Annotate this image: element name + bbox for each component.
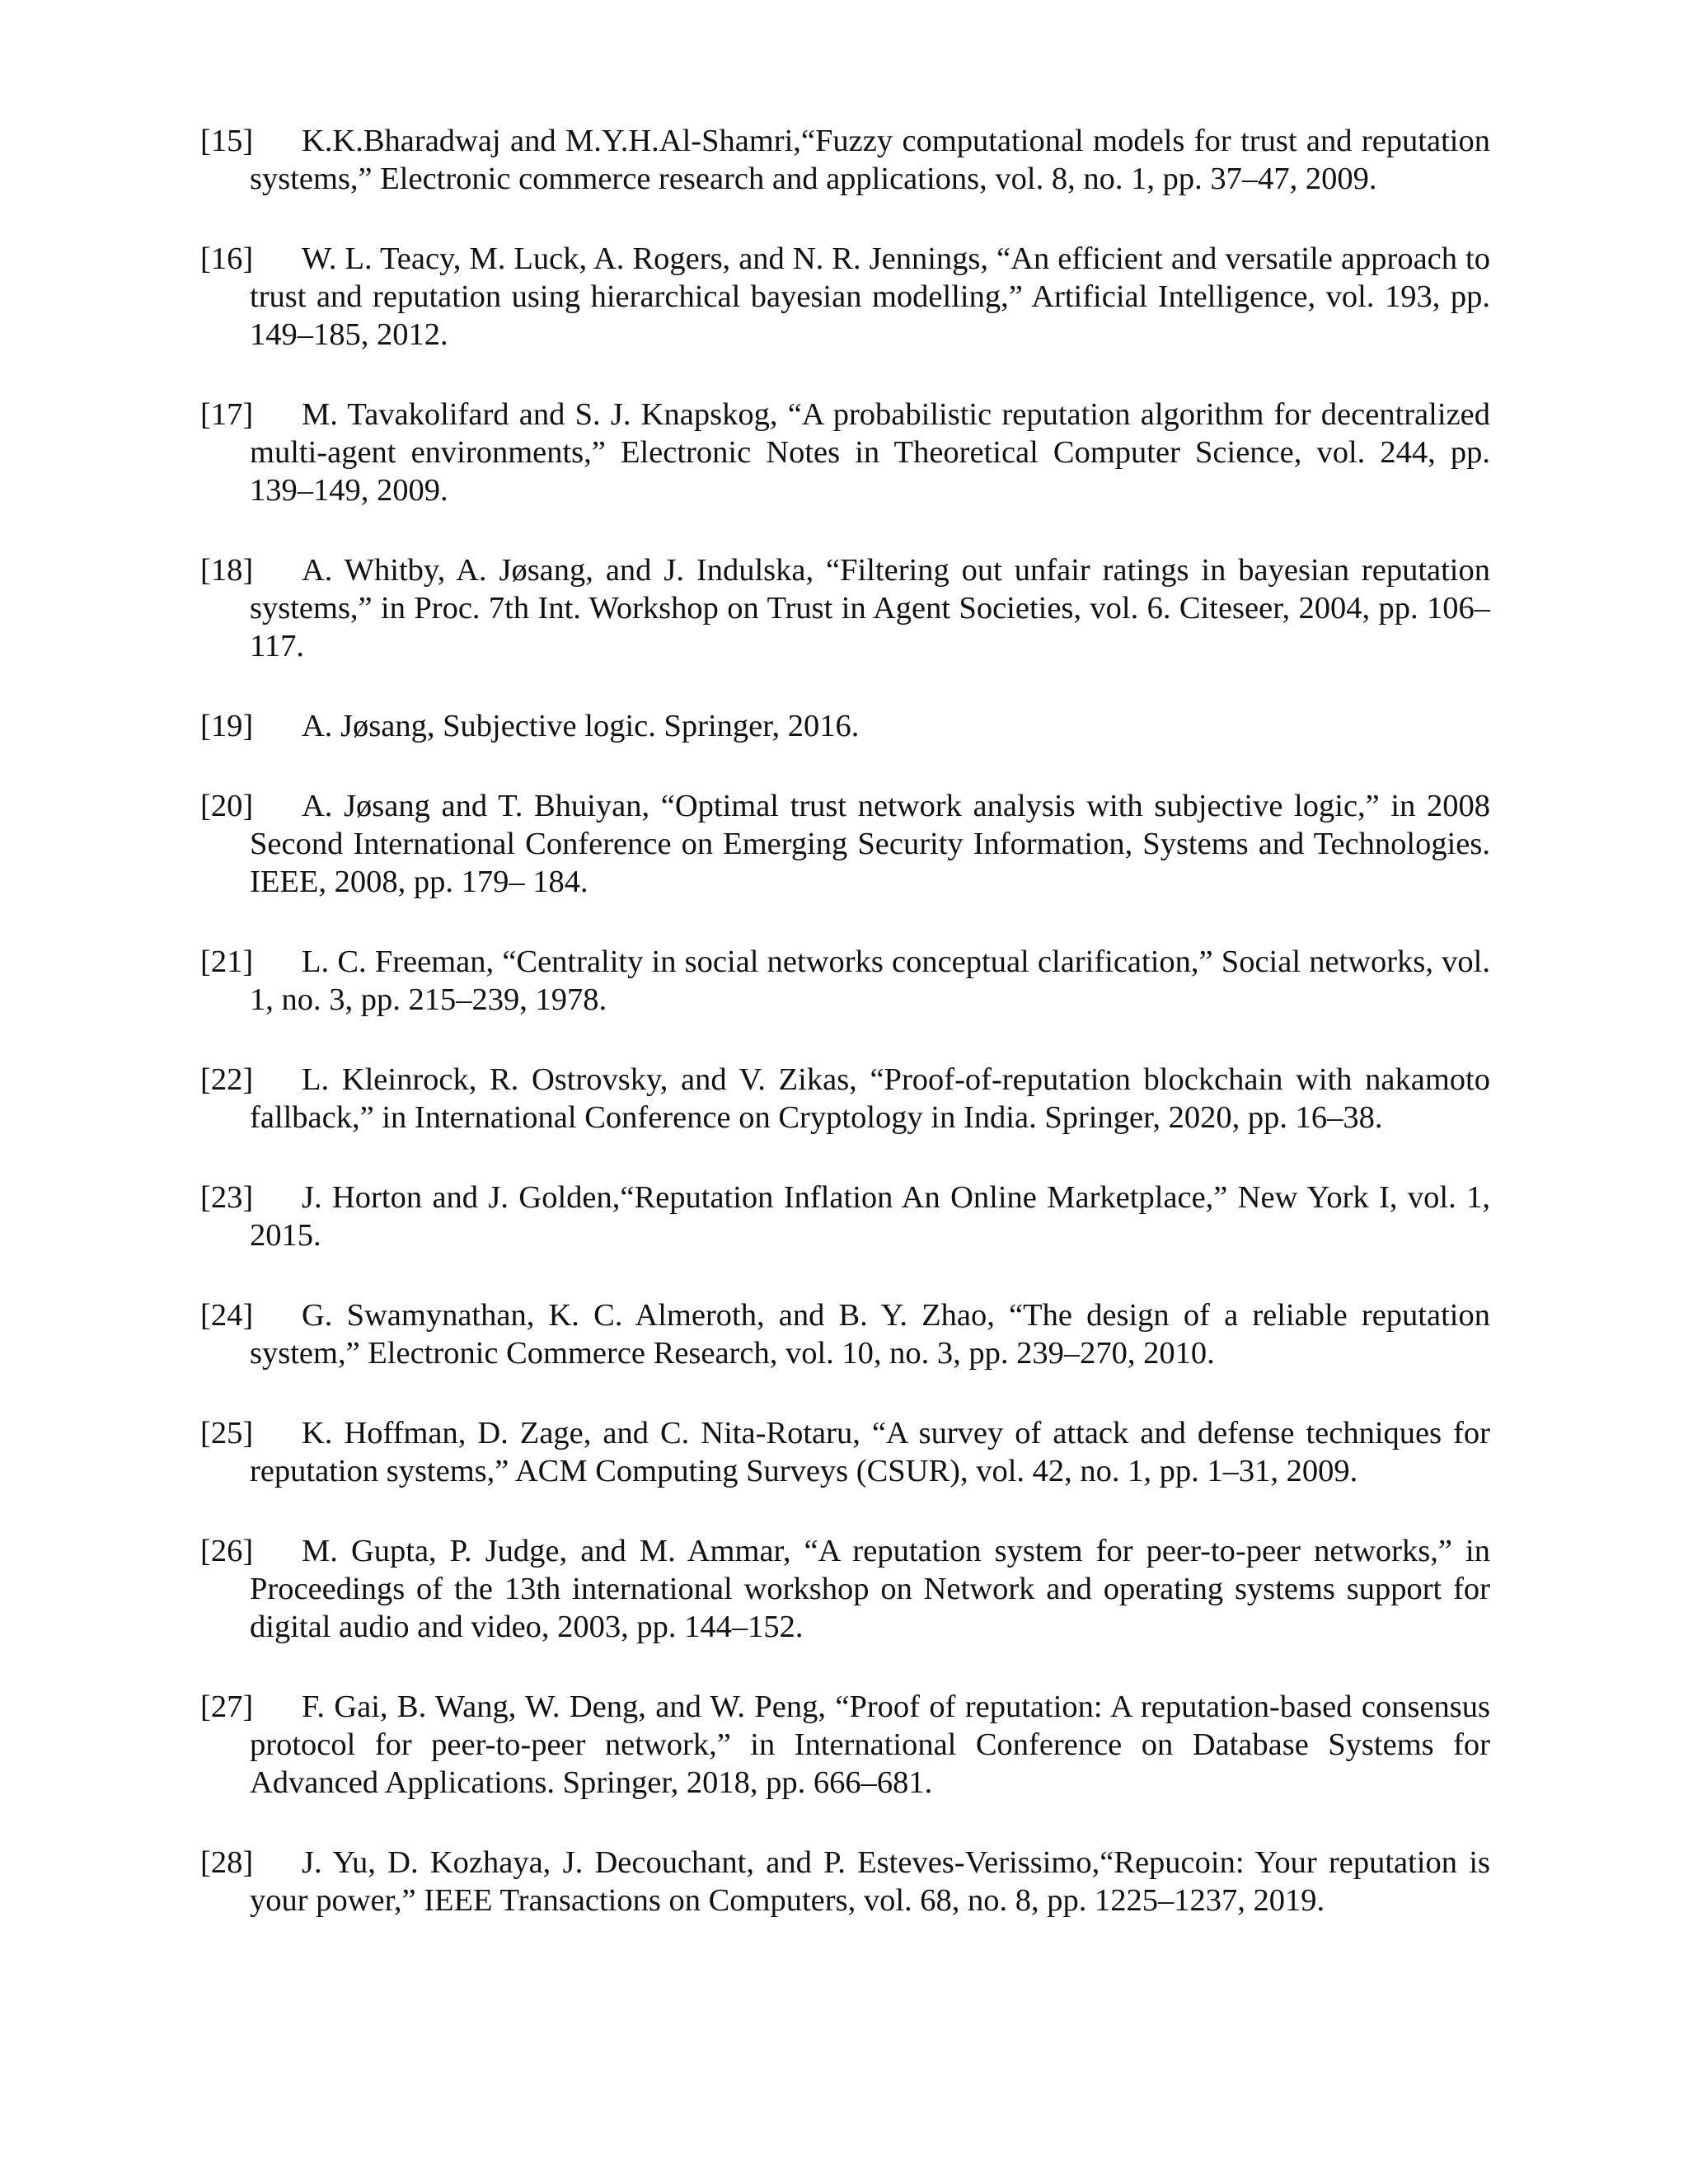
reference-number: [19] <box>200 709 254 743</box>
reference-number: [17] <box>200 397 254 432</box>
reference-item <box>200 1844 1490 1919</box>
reference-text: K.K.Bharadwaj and M.Y.H.Al-Shamri,“Fuzzy computational models for trust and reputation systems,” Electronic commerce research and applications, vol. 8, no. 1, pp. 37–47, 2009. <box>250 124 1490 196</box>
reference-text: J. Horton and J. Golden,“Reputation Inflation An Online Marketplace,” New York I, vol. 1, 2015. <box>250 1180 1490 1253</box>
reference-number: [24] <box>200 1298 254 1333</box>
reference-text: M. Gupta, P. Judge, and M. Ammar, “A reputation system for peer-to-peer networks,” in Proceedings of the 13th international workshop on Network and operating systems support for digital audio and video, 2003, pp. 144–152. <box>250 1534 1490 1644</box>
reference-item <box>200 787 1490 901</box>
reference-list <box>200 122 1490 1961</box>
reference-item <box>200 707 1490 745</box>
reference-text: L. C. Freeman, “Centrality in social networks conceptual clarification,” Social networks, vol. 1, no. 3, pp. 215–239, 1978. <box>250 944 1490 1017</box>
reference-text: G. Swamynathan, K. C. Almeroth, and B. Y. Zhao, “The design of a reliable reputation system,” Electronic Commerce Research, vol. 10, no. 3, pp. 239–270, 2010. <box>250 1298 1490 1371</box>
reference-item <box>200 943 1490 1019</box>
reference-item <box>200 396 1490 509</box>
reference-text: A. Jøsang and T. Bhuiyan, “Optimal trust network analysis with subjective logic,” in 2008 Second International Conference on Emerging Security Information, Systems and Technologies. IEEE, 2008, pp. 179– 184. <box>250 789 1490 899</box>
reference-text: K. Hoffman, D. Zage, and C. Nita-Rotaru, “A survey of attack and defense techniques for reputation systems,” ACM Computing Surveys (CSUR), vol. 42, no. 1, pp. 1–31, 2009. <box>250 1416 1490 1488</box>
reference-text: J. Yu, D. Kozhaya, J. Decouchant, and P. Esteves-Verissimo,“Repucoin: Your reputation is your power,” IEEE Transactions on Computers, vol. 68, no. 8, pp. 1225–1237, 2019. <box>250 1845 1490 1918</box>
reference-item <box>200 122 1490 198</box>
reference-number: [26] <box>200 1534 254 1568</box>
reference-item <box>200 1414 1490 1490</box>
reference-item <box>200 1688 1490 1802</box>
reference-text: M. Tavakolifard and S. J. Knapskog, “A probabilistic reputation algorithm for decentralized multi-agent environments,” Electronic Notes in Theoretical Computer Science, vol. 244, pp. 139–149, 2009. <box>250 397 1490 508</box>
reference-number: [21] <box>200 944 254 979</box>
reference-number: [15] <box>200 124 254 158</box>
reference-text: F. Gai, B. Wang, W. Deng, and W. Peng, “Proof of reputation: A reputation-based consensus protocol for peer-to-peer network,” in International Conference on Database Systems for Advanced Applications. Springer, 2018, pp. 666–681. <box>250 1690 1490 1800</box>
reference-number: [27] <box>200 1690 254 1724</box>
reference-item <box>200 1296 1490 1372</box>
reference-number: [28] <box>200 1845 254 1880</box>
reference-number: [18] <box>200 553 254 588</box>
reference-text: A. Jøsang, Subjective logic. Springer, 2016. <box>302 709 860 743</box>
reference-number: [16] <box>200 241 254 276</box>
reference-item <box>200 1532 1490 1646</box>
reference-item <box>200 1179 1490 1254</box>
reference-number: [20] <box>200 789 254 823</box>
reference-number: [22] <box>200 1062 254 1097</box>
reference-text: A. Whitby, A. Jøsang, and J. Indulska, “Filtering out unfair ratings in bayesian reputation systems,” in Proc. 7th Int. Workshop on Trust in Agent Societies, vol. 6. Citeseer, 2004, pp. 106–117. <box>250 553 1490 663</box>
reference-text: W. L. Teacy, M. Luck, A. Rogers, and N. R. Jennings, “An efficient and versatile approach to trust and reputation using hierarchical bayesian modelling,” Artificial Intelligence, vol. 193, pp. 149–185, 2012. <box>250 241 1490 352</box>
reference-text: L. Kleinrock, R. Ostrovsky, and V. Zikas, “Proof-of-reputation blockchain with nakamoto fallback,” in International Conference on Cryptology in India. Springer, 2020, pp. 16–38. <box>250 1062 1490 1135</box>
reference-item <box>200 1061 1490 1137</box>
reference-item <box>200 240 1490 354</box>
reference-number: [23] <box>200 1180 254 1215</box>
reference-item <box>200 551 1490 665</box>
reference-number: [25] <box>200 1416 254 1451</box>
